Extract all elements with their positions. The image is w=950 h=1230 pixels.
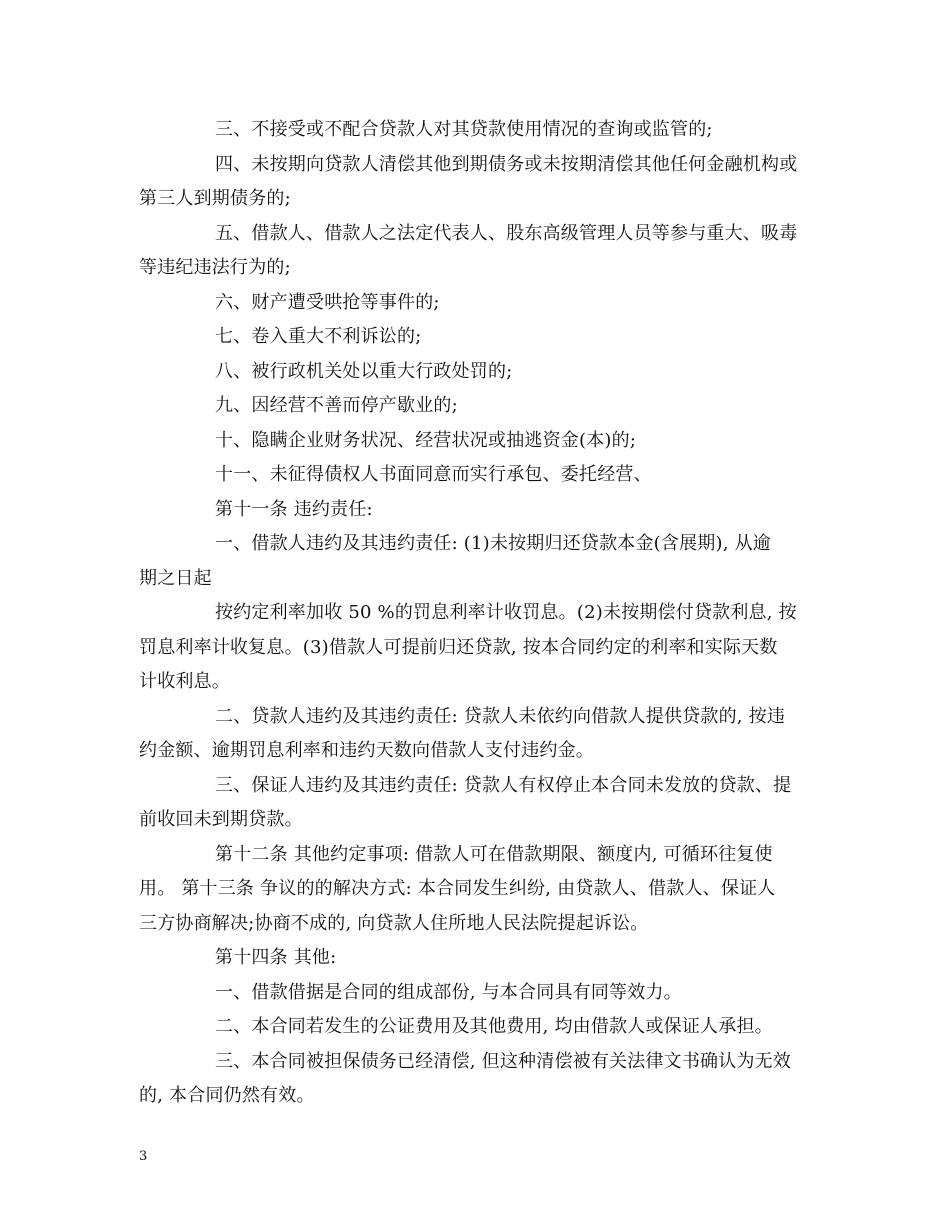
- paragraph: [139, 941, 815, 976]
- text-line: 约金额、逾期罚息利率和违约天数向借款人支付违约金。: [139, 740, 594, 761]
- text-line: 一、借款人违约及其违约责任: (1)未按期归还贷款本金(含展期), 从逾: [215, 533, 771, 554]
- paragraph: [139, 769, 815, 838]
- text-line: 三、保证人违约及其违约责任: 贷款人有权停止本合同未发放的贷款、提: [215, 774, 792, 796]
- paragraph: [139, 217, 815, 286]
- text-line: 九、因经营不善而停产歇业的;: [215, 395, 458, 416]
- page-number: 3: [139, 1149, 148, 1164]
- text-line: 十一、未征得债权人书面同意而实行承包、委托经营、: [215, 464, 652, 485]
- text-line: 四、未按期向贷款人清偿其他到期债务或未按期清偿其他任何金融机构或: [215, 153, 798, 175]
- text-line: 三方协商解决;协商不成的, 向贷款人住所地人民法院提起诉讼。: [139, 912, 649, 934]
- text-line: 按约定利率加收 50 %的罚息利率计收罚息。(2)未按期偿付贷款利息, 按: [215, 602, 797, 623]
- text-line: 第十四条 其他:: [215, 947, 337, 968]
- text-line: 二、本合同若发生的公证费用及其他费用, 均由借款人或保证人承担。: [215, 1016, 773, 1037]
- text-line: 五、借款人、借款人之法定代表人、股东高级管理人员等参与重大、吸毒: [215, 222, 798, 244]
- paragraph: [139, 113, 815, 148]
- paragraph: [139, 1045, 815, 1114]
- text-line: 前收回未到期贷款。: [139, 809, 303, 830]
- paragraph: [139, 838, 815, 942]
- text-line: 第十二条 其他约定事项: 借款人可在借款期限、额度内, 可循环往复使: [215, 843, 773, 865]
- paragraph: [139, 320, 815, 355]
- paragraph: [139, 389, 815, 424]
- text-line: 七、卷入重大不利诉讼的;: [215, 326, 422, 347]
- paragraph: [139, 355, 815, 390]
- paragraph: [139, 424, 815, 459]
- paragraph: [139, 700, 815, 769]
- text-line: 三、不接受或不配合贷款人对其贷款使用情况的查询或监管的;: [215, 119, 713, 140]
- text-line: 的, 本合同仍然有效。: [139, 1085, 315, 1106]
- text-line: 三、本合同被担保债务已经清偿, 但这种清偿被有关法律文书确认为无效: [215, 1050, 792, 1072]
- text-line: 计收利息。: [139, 671, 230, 692]
- text-line: 一、借款借据是合同的组成部份, 与本合同具有同等效力。: [215, 981, 682, 1003]
- paragraph: [139, 458, 815, 493]
- text-line: 期之日起: [139, 567, 212, 589]
- text-line: 第三人到期债务的;: [139, 188, 291, 209]
- paragraph: [139, 976, 815, 1011]
- paragraph: [139, 286, 815, 321]
- text-line: 用。 第十三条 争议的的解决方式: 本合同发生纠纷, 由贷款人、借款人、保证人: [139, 878, 776, 899]
- text-line: 二、贷款人违约及其违约责任: 贷款人未依约向借款人提供贷款的, 按违: [215, 705, 786, 727]
- paragraph: [139, 148, 815, 217]
- text-line: 第十一条 违约责任:: [215, 498, 373, 520]
- paragraph: [139, 1010, 815, 1045]
- text-line: 六、财产遭受哄抢等事件的;: [215, 291, 440, 313]
- text-line: 等违纪违法行为的;: [139, 257, 291, 278]
- paragraph: [139, 493, 815, 528]
- paragraph: [139, 527, 815, 596]
- document-body: [139, 113, 815, 1114]
- text-line: 罚息利率计收复息。(3)借款人可提前归还贷款, 按本合同约定的利率和实际天数: [139, 636, 778, 658]
- paragraph: [139, 596, 815, 700]
- text-line: 八、被行政机关处以重大行政处罚的;: [215, 360, 513, 382]
- text-line: 十、隐瞒企业财务状况、经营状况或抽逃资金(本)的;: [215, 429, 637, 451]
